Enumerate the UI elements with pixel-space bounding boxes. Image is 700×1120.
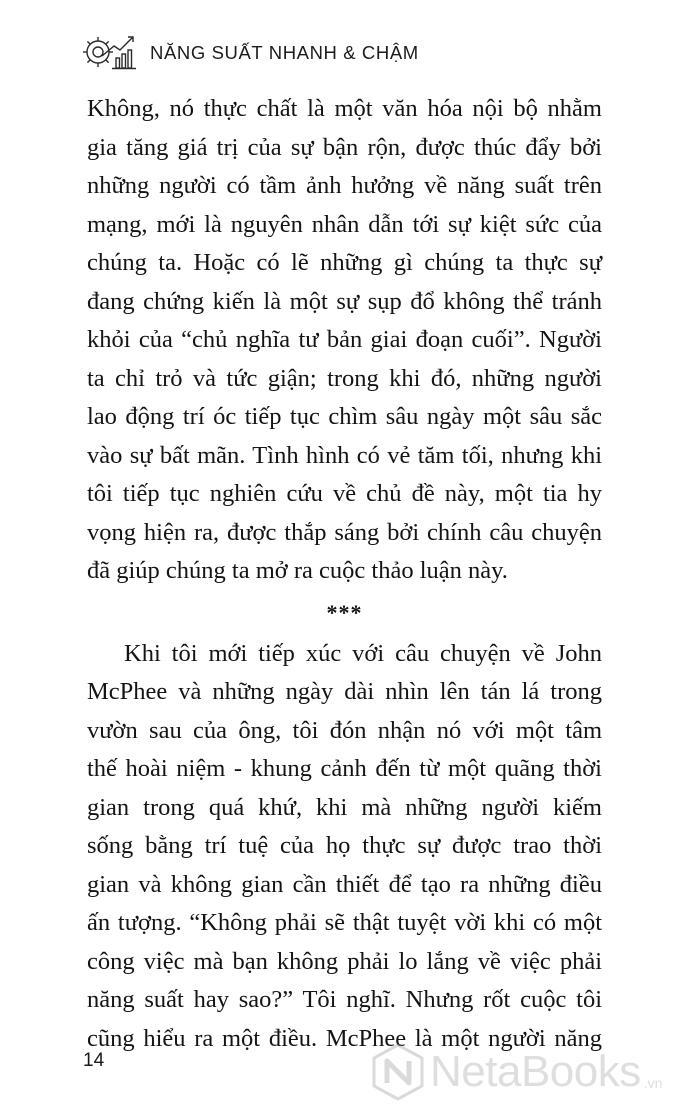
text-line: thế hoài niệm - khung cảnh đến từ một quãng thời (87, 755, 602, 782)
watermark-text: NetaBooks (430, 1047, 641, 1096)
text-line: Khi tôi mới tiếp xúc với câu chuyện về John (124, 639, 602, 667)
text-line: vọng hiện ra, được thắp sáng bởi chính câu chuyện (87, 518, 602, 546)
page-body (87, 90, 602, 1058)
text-line: sống bằng trí tuệ của họ thực sự được trao thời (87, 832, 602, 859)
running-header-title: NĂNG SUẤT NHANH & CHẬM (150, 42, 419, 63)
text-line: vào sự bất mãn. Tình hình có vẻ tăm tối, nhưng khi (87, 441, 602, 469)
text-line: khỏi của “chủ nghĩa tư bản giai đoạn cuối”. Người (87, 326, 602, 353)
text-line: những người có tầm ảnh hưởng về năng suất trên (87, 172, 602, 199)
text-line: vườn sau của ông, tôi đón nhận nó với một tâm (87, 716, 602, 744)
text-line: ta chỉ trỏ và tức giận; trong khi đó, những người (87, 364, 602, 392)
text-line: cũng hiểu ra một điều. McPhee là một người năng (87, 1024, 602, 1052)
text-line: năng suất hay sao?” Tôi nghĩ. Nhưng rốt cuộc tôi (87, 986, 602, 1013)
text-line: ấn tượng. “Không phải sẽ thật tuyệt vời khi có một (87, 909, 602, 936)
watermark (372, 1040, 662, 1104)
text-line: lao động trí óc tiếp tục chìm sâu ngày một sâu sắc (87, 403, 602, 430)
text-line: công việc mà bạn không phải lo lắng về việc phải (87, 947, 602, 975)
netabooks-logo-icon (372, 1043, 424, 1101)
text-line: đã giúp chúng ta mở ra cuộc thảo luận này. (87, 557, 508, 584)
text-line: gian trong quá khứ, khi mà những người kiếm (87, 793, 602, 821)
text-line: McPhee và những ngày dài nhìn lên tán lá trong (87, 678, 602, 705)
text-line: gia tăng giá trị của sự bận rộn, được thúc đẩy bởi (87, 133, 602, 161)
page-number: 14 (83, 1050, 105, 1071)
section-separator: *** (326, 599, 363, 625)
running-header (78, 28, 419, 78)
text-line: đang chứng kiến là một sự sụp đổ không thể tránh (87, 287, 602, 315)
text-line: Không, nó thực chất là một văn hóa nội bộ nhằm (87, 95, 602, 122)
text-line: mạng, mới là nguyên nhân dẫn tới sự kiệt sức của (87, 210, 602, 238)
gear-and-bar-chart-icon (78, 30, 140, 76)
watermark-suffix: .vn (643, 1075, 663, 1091)
text-line: chúng ta. Hoặc có lẽ những gì chúng ta thực sự (87, 249, 602, 276)
text-line: tôi tiếp tục nghiên cứu về chủ đề này, một tia hy (87, 480, 602, 507)
text-line: gian và không gian cần thiết để tạo ra những điều (87, 870, 602, 898)
